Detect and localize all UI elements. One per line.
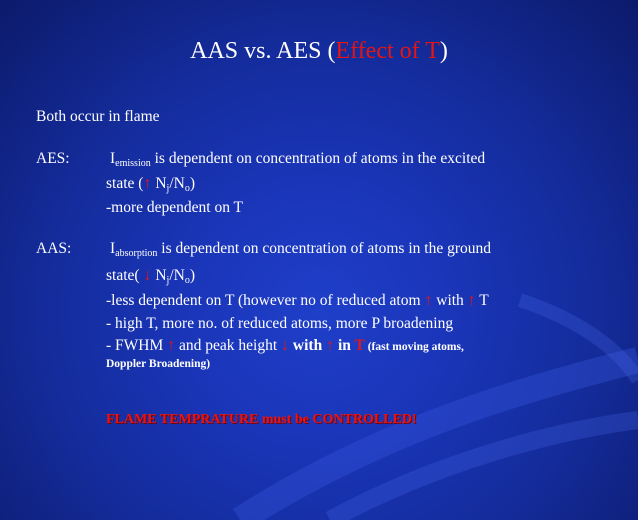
subscript-o: o (184, 275, 190, 286)
subscript-j: j (166, 275, 170, 286)
slide-title (0, 38, 638, 65)
t-text: T (475, 292, 489, 309)
ratio-numerator: N (151, 267, 167, 284)
arrow-down-icon: ↓ (143, 267, 152, 284)
title-prefix: AAS vs. AES ( (190, 38, 336, 64)
ratio-denominator: /N (169, 175, 185, 192)
t-text: T (354, 337, 365, 354)
arrow-up-icon: ↑ (424, 292, 433, 309)
aes-line-1-text: is dependent on concentration of atoms in the excited (150, 150, 486, 167)
fast-moving-atoms-text: (fast moving atoms, (364, 341, 464, 353)
emphasis-text: FLAME TEMPRATURE must be CONTROLLED! (106, 412, 417, 427)
title-highlight: Effect of T (335, 38, 440, 64)
intensity-symbol: I (110, 240, 116, 257)
intensity-symbol: I (110, 150, 116, 167)
arrow-up-icon: ↑ (467, 292, 476, 309)
fwhm-text: - FWHM (106, 337, 168, 354)
aes-state-text: state ( (106, 175, 144, 192)
ratio-numerator: N (151, 175, 167, 192)
arrow-down-icon: ↓ (281, 337, 290, 354)
aas-state-text: state( (106, 267, 144, 284)
absorption-subscript: absorption (115, 248, 158, 259)
with-text: with (432, 292, 468, 309)
aas-line-2 (106, 267, 195, 286)
close-paren: ) (189, 267, 195, 284)
in-text: in (334, 337, 355, 354)
with-text: with (289, 337, 327, 354)
ratio-denominator: /N (169, 267, 185, 284)
title-suffix: ) (439, 38, 448, 64)
aas-line-5 (106, 337, 464, 355)
aas-line-1 (110, 240, 491, 259)
aes-line-2 (106, 175, 195, 194)
aas-line-4: - high T, more no. of reduced atoms, more P broadening (106, 315, 454, 332)
intro-text: Both occur in flame (36, 108, 160, 125)
aas-line-3-text: -less dependent on T (however no of reduced atom (106, 292, 425, 309)
peak-height-text: and peak height (175, 337, 282, 354)
aes-line-1 (110, 150, 485, 169)
subscript-o: o (184, 183, 190, 194)
aas-label: AAS: (36, 240, 72, 257)
emission-subscript: emission (115, 158, 151, 169)
aas-line-1-text: is dependent on concentration of atoms in the ground (157, 240, 491, 257)
arrow-up-icon: ↑ (326, 337, 335, 354)
aas-line-6: Doppler Broadening) (106, 358, 211, 370)
subscript-j: j (166, 183, 170, 194)
aes-label: AES: (36, 150, 70, 167)
aes-line-3: -more dependent on T (106, 199, 244, 216)
aas-line-3 (106, 292, 489, 310)
close-paren: ) (189, 175, 195, 192)
arrow-up-icon: ↑ (143, 175, 152, 192)
arrow-up-icon: ↑ (167, 337, 176, 354)
